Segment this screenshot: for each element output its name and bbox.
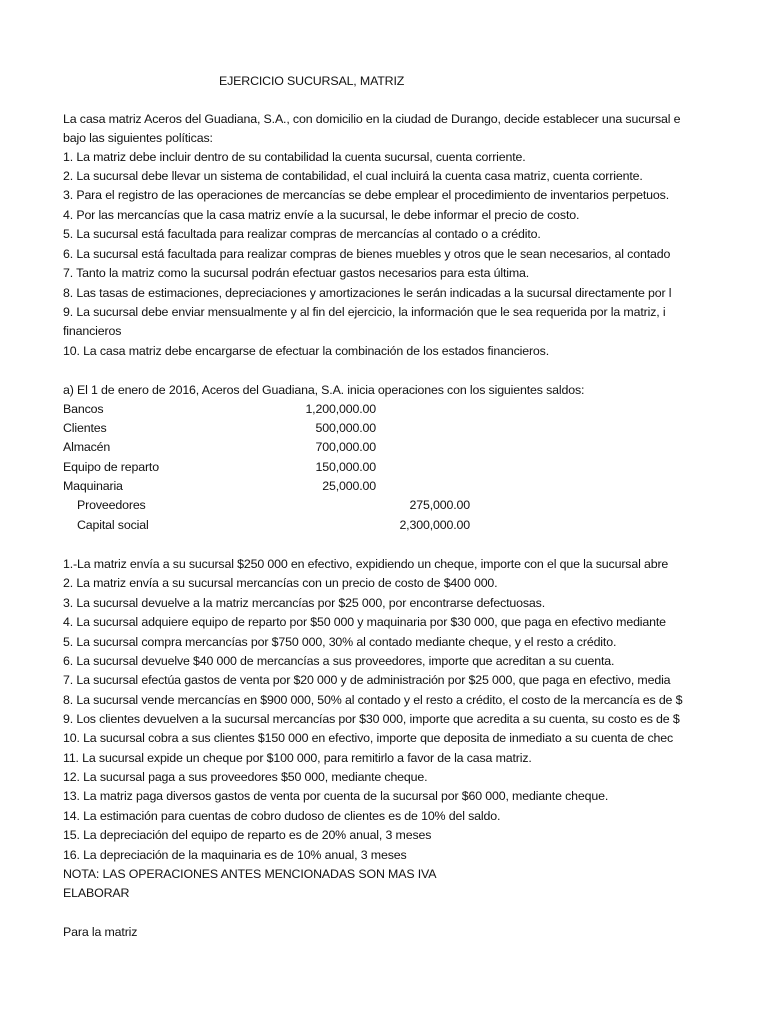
balance-debit: 700,000.00 <box>315 440 376 454</box>
policy-9: 9. La sucursal debe enviar mensualmente y al fin del ejercicio, la información que le sea requerida por la matriz, i <box>63 305 666 319</box>
operation-2: 2. La matriz envía a su sucursal mercancías con un precio de costo de $400 000. <box>63 576 498 590</box>
para-matriz-heading: Para la matriz <box>63 925 138 939</box>
balance-debit: 25,000.00 <box>322 479 376 493</box>
policy-4: 4. Por las mercancías que la casa matriz envíe a la sucursal, le debe informar el precio de costo. <box>63 208 580 222</box>
balance-credit: 275,000.00 <box>409 498 470 512</box>
operation-3: 3. La sucursal devuelve a la matriz mercancías por $25 000, por encontrarse defectuosas. <box>63 596 546 610</box>
balance-debit: 500,000.00 <box>315 421 376 435</box>
document-title: EJERCICIO SUCURSAL, MATRIZ <box>219 74 405 88</box>
operation-11: 11. La sucursal expide un cheque por $100 000, para remitirlo a favor de la casa matriz. <box>63 751 532 765</box>
policy-10: 10. La casa matriz debe encargarse de efectuar la combinación de los estados financieros. <box>63 344 550 358</box>
balance-debit: 150,000.00 <box>315 460 376 474</box>
policy-8: 8. Las tasas de estimaciones, depreciaciones y amortizaciones le serán indicadas a la sucursal directamente por l <box>63 286 672 300</box>
policy-6: 6. La sucursal está facultada para realizar compras de bienes muebles y otros que le sean necesarios, al contado <box>63 247 671 261</box>
balance-name: Proveedores <box>77 498 146 512</box>
section-a-heading: a) El 1 de enero de 2016, Aceros del Guadiana, S.A. inicia operaciones con los siguientes saldos: <box>63 383 585 397</box>
policy-9-continued: financieros <box>63 324 122 338</box>
operation-5: 5. La sucursal compra mercancías por $750 000, 30% al contado mediante cheque, y el resto a crédito. <box>63 635 617 649</box>
balance-name: Clientes <box>63 421 107 435</box>
balance-name: Equipo de reparto <box>63 460 159 474</box>
operation-12: 12. La sucursal paga a sus proveedores $50 000, mediante cheque. <box>63 770 428 784</box>
operation-6: 6. La sucursal devuelve $40 000 de mercancías a sus proveedores, importe que acreditan a su cuenta. <box>63 654 615 668</box>
operation-7: 7. La sucursal efectúa gastos de venta por $20 000 y de administración por $25 000, que paga en efectivo, media <box>63 673 671 687</box>
balance-debit: 1,200,000.00 <box>305 402 376 416</box>
policy-7: 7. Tanto la matriz como la sucursal podrán efectuar gastos necesarios para esta última. <box>63 266 530 280</box>
operation-14: 14. La estimación para cuentas de cobro dudoso de clientes es de 10% del saldo. <box>63 809 501 823</box>
policy-5: 5. La sucursal está facultada para realizar compras de mercancías al contado o a crédito. <box>63 227 541 241</box>
policy-3: 3. Para el registro de las operaciones de mercancías se debe emplear el procedimiento de inventarios perpetuos. <box>63 188 669 202</box>
balance-name: Almacén <box>63 440 111 454</box>
operation-16: 16. La depreciación de la maquinaria es de 10% anual, 3 meses <box>63 848 407 862</box>
balance-name: Maquinaria <box>63 479 123 493</box>
operation-4: 4. La sucursal adquiere equipo de reparto por $50 000 y maquinaria por $30 000, que paga en efectivo mediante <box>63 615 666 629</box>
operation-1: 1.-La matriz envía a su sucursal $250 000 en efectivo, expidiendo un cheque, importe con el que la sucursal abre <box>63 557 669 571</box>
balance-name: Capital social <box>77 518 149 532</box>
intro-line-1: La casa matriz Aceros del Guadiana, S.A., con domicilio en la ciudad de Durango, decide establecer una sucursal e <box>63 112 681 126</box>
operation-13: 13. La matriz paga diversos gastos de venta por cuenta de la sucursal por $60 000, mediante cheque. <box>63 789 609 803</box>
note-line: NOTA: LAS OPERACIONES ANTES MENCIONADAS SON MAS IVA <box>63 867 437 881</box>
policy-1: 1. La matriz debe incluir dentro de su contabilidad la cuenta sucursal, cuenta corriente. <box>63 150 526 164</box>
operation-8: 8. La sucursal vende mercancías en $900 000, 50% al contado y el resto a crédito, el costo de la mercancía es de $ <box>63 693 683 707</box>
balance-name: Bancos <box>63 402 104 416</box>
operation-15: 15. La depreciación del equipo de reparto es de 20% anual, 3 meses <box>63 828 432 842</box>
balance-credit: 2,300,000.00 <box>399 518 470 532</box>
elaborar-heading: ELABORAR <box>63 886 130 900</box>
operation-10: 10. La sucursal cobra a sus clientes $150 000 en efectivo, importe que deposita de inmediato a su cuenta de chec <box>63 731 674 745</box>
policy-2: 2. La sucursal debe llevar un sistema de contabilidad, el cual incluirá la cuenta casa matriz, cuenta corriente. <box>63 169 643 183</box>
intro-line-2: bajo las siguientes políticas: <box>63 131 213 145</box>
operation-9: 9. Los clientes devuelven a la sucursal mercancías por $30 000, importe que acredita a su cuenta, su costo es de $ <box>63 712 680 726</box>
